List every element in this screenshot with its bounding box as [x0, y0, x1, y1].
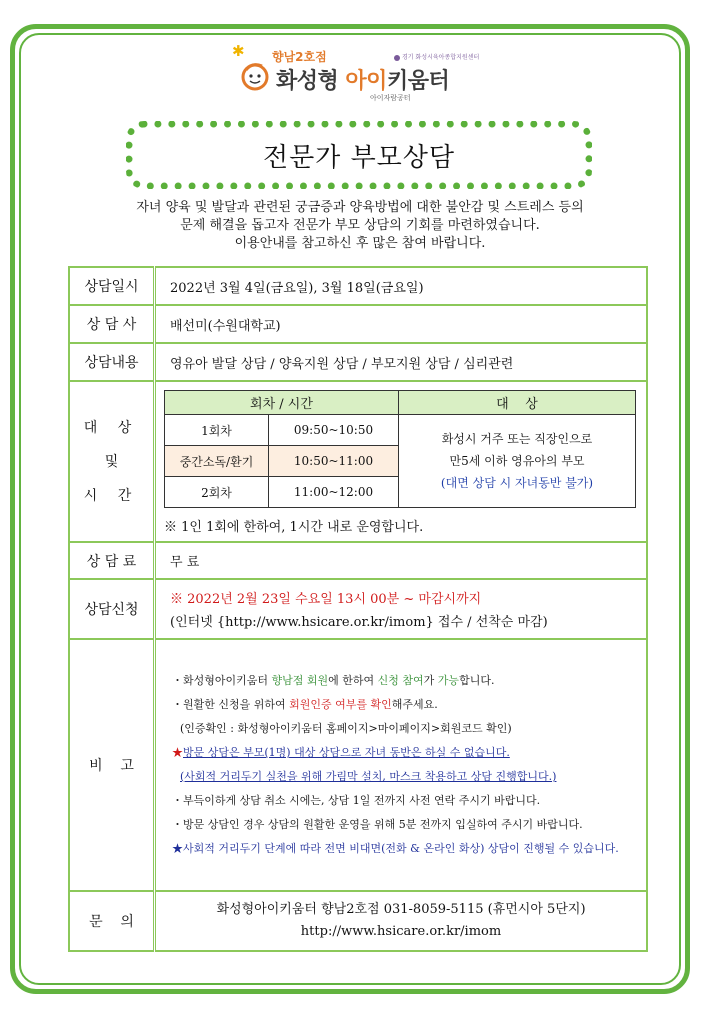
session-time: 09:50~10:50	[269, 415, 399, 446]
note-item: ・방문 상담인 경우 상담의 원활한 운영을 위해 5분 전까지 입실하여 주시기 바랍니다.	[172, 818, 583, 831]
contact-url[interactable]: http://www.hsicare.or.kr/imom	[300, 924, 502, 939]
note-item: (사회적 거리두기 실천을 위해 가림막 설치, 마스크 착용하고 상담 진행합니다.)	[180, 770, 557, 783]
row-apply	[69, 579, 647, 639]
center-logo-icon	[394, 55, 400, 61]
session-name: 중간소독/환기	[165, 446, 269, 477]
session-name: 2회차	[165, 477, 269, 508]
contact-value	[155, 891, 648, 951]
branch-name: 향남2호점	[272, 50, 327, 64]
session-time: 10:50~11:00	[269, 446, 399, 477]
table-row	[165, 415, 636, 446]
row-date	[69, 267, 647, 305]
note-item: ・화성형아이키움터 향남점 회원에 한하여 신청 참여가 가능합니다.	[172, 674, 495, 687]
note-item: ・부득이하게 상담 취소 시에는, 상담 1일 전까지 사전 연락 주시기 바랍니다.	[172, 794, 541, 807]
row-schedule	[69, 381, 647, 542]
intro-text: 자녀 양육 및 발달과 관련된 궁금증과 양육방법에 대한 불안감 및 스트레스 등의 문제 해결을 돕고자 전문가 부모 상담의 기회를 마련하였습니다. 이용안내를 참고하신 후 많은 참여 바랍니다.	[136, 200, 584, 251]
counselor-value: 배선미(수원대학교)	[155, 305, 648, 343]
session-name: 1회차	[165, 415, 269, 446]
title-box	[126, 121, 592, 189]
star-icon: ✱	[232, 42, 245, 60]
counselor-label: 상 담 사	[69, 305, 155, 343]
row-content	[69, 343, 647, 381]
center-name: 경기 화성시육아종합지원센터	[394, 52, 479, 61]
info-table	[68, 266, 648, 952]
logo	[232, 44, 492, 108]
fee-label: 상 담 료	[69, 542, 155, 579]
schedule-table	[164, 390, 636, 508]
row-note	[69, 639, 647, 891]
apply-method: (인터넷 {http://www.hsicare.or.kr/imom} 접수 / 선착순 마감)	[170, 615, 548, 630]
content-value: 영유아 발달 상담 / 양육지원 상담 / 부모지원 상담 / 심리관련	[155, 343, 648, 381]
contact-label: 문 의	[69, 891, 155, 951]
note-item: ★방문 상담은 부모(1명) 대상 상담으로 자녀 동반은 하실 수 없습니다.	[172, 746, 510, 759]
contact-phone: 화성형아이키움터 향남2호점 031-8059-5115 (휴먼시아 5단지)	[216, 902, 586, 917]
logo-sub-text: 아이자람공터	[370, 94, 411, 102]
target-cell: 화성시 거주 또는 직장인으로 만5세 이하 영유아의 부모 (대면 상담 시 자녀동반 불가)	[399, 415, 636, 508]
note-value	[155, 639, 648, 891]
schedule-value	[155, 381, 648, 542]
child-face-icon	[240, 58, 270, 92]
apply-label: 상담신청	[69, 579, 155, 639]
target-note: (대면 상담 시 자녀동반 불가)	[440, 476, 594, 490]
note-label: 비 고	[69, 639, 155, 891]
schedule-header-time: 회차 / 시간	[165, 391, 399, 415]
session-time: 11:00~12:00	[269, 477, 399, 508]
note-item: (인증확인 : 화성형아이키움터 홈페이지>마이페이지>회원코드 확인)	[180, 722, 512, 735]
content-label: 상담내용	[69, 343, 155, 381]
row-counselor	[69, 305, 647, 343]
apply-value	[155, 579, 648, 639]
schedule-label: 대 상 및 시 간	[69, 381, 155, 542]
apply-period: ※ 2022년 2월 23일 수요일 13시 00분 ~ 마감시까지	[170, 592, 482, 607]
logo-main-text: 화성형 아이키움터	[276, 69, 450, 94]
row-fee	[69, 542, 647, 579]
fee-value: 무 료	[155, 542, 648, 579]
row-contact	[69, 891, 647, 951]
note-item: ★사회적 거리두기 단계에 따라 전면 비대면(전화 & 온라인 화상) 상담이 진행될 수 있습니다.	[172, 842, 619, 855]
date-value: 2022년 3월 4일(금요일), 3월 18일(금요일)	[155, 267, 648, 305]
note-item: ・원활한 신청을 위하여 회원인증 여부를 확인해주세요.	[172, 698, 438, 711]
schedule-header-target: 대 상	[399, 391, 636, 415]
date-label: 상담일시	[69, 267, 155, 305]
schedule-note: ※ 1인 1회에 한하여, 1시간 내로 운영합니다.	[164, 520, 424, 535]
page-title: 전문가 부모상담	[262, 142, 456, 173]
